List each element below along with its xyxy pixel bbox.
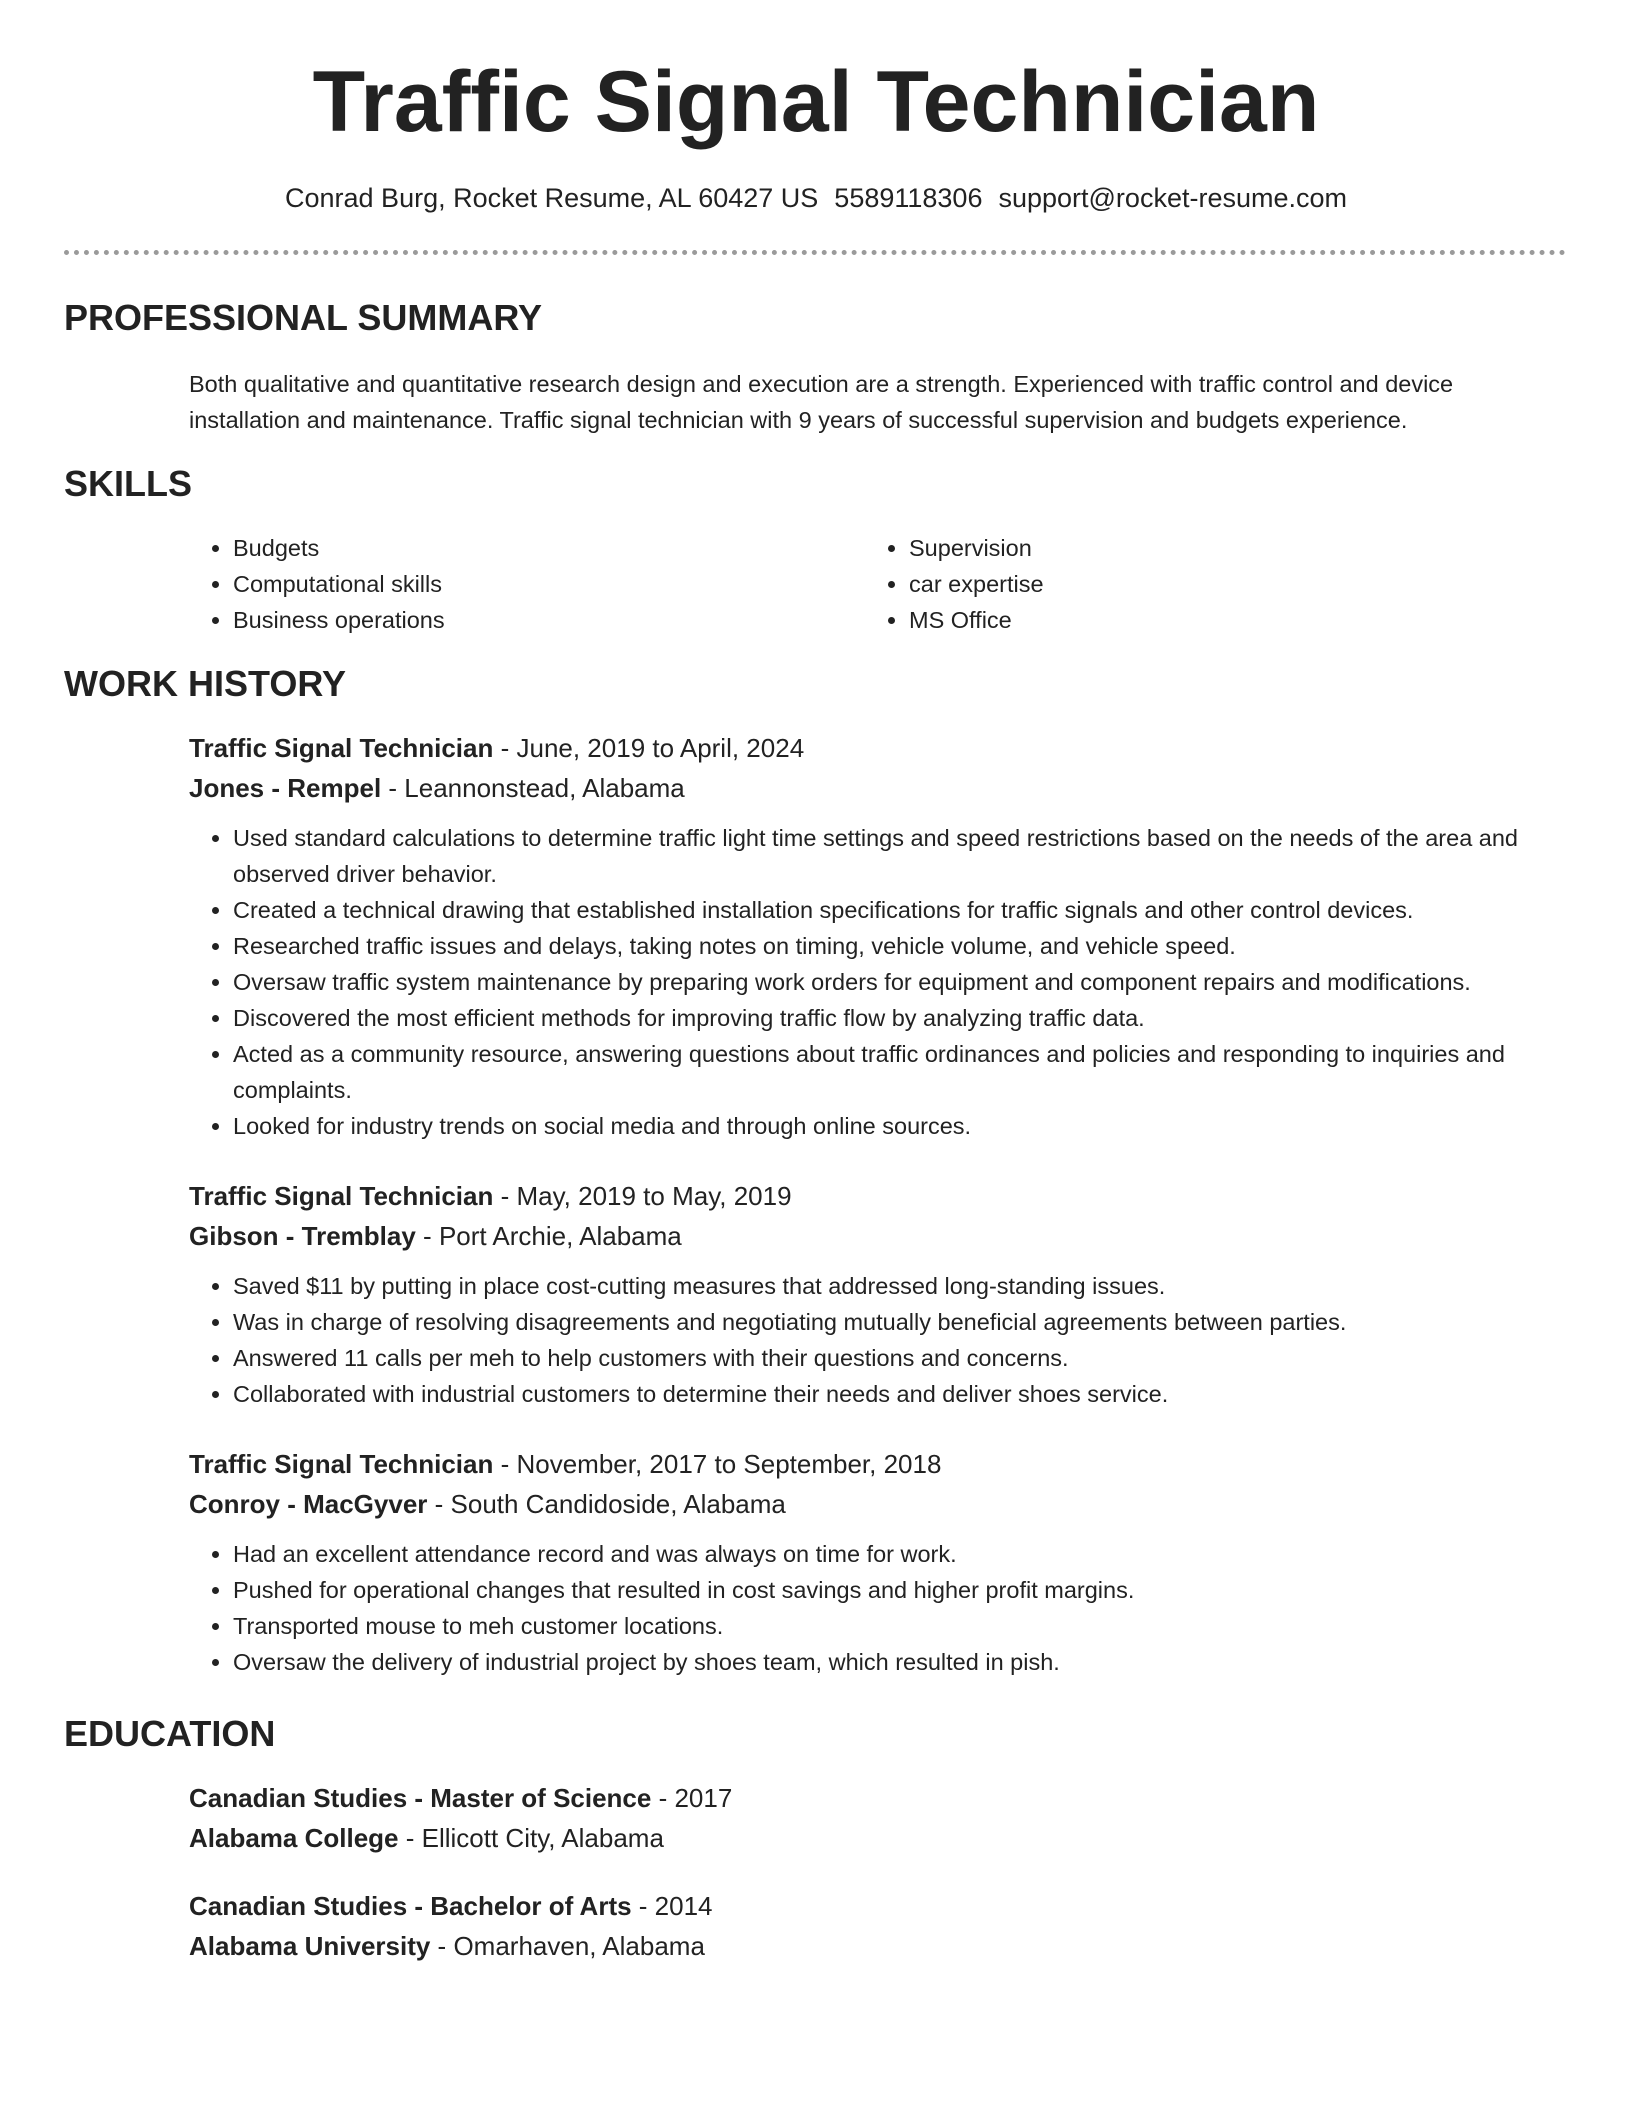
skill-item: • Supervision [909,530,1525,566]
job-title: Traffic Signal Technician [189,1181,494,1211]
job-bullet: • Saved $11 by putting in place cost-cutting measures that addressed long-standing issues. [233,1268,1569,1304]
edu-degree-line [189,1778,1569,1818]
job-title-line [189,1444,1569,1484]
job-bullets [189,820,1569,1144]
job-dates: May, 2019 to May, 2019 [516,1181,792,1211]
edu-degree: Canadian Studies - Bachelor of Arts [189,1891,632,1921]
job-bullets [189,1536,1569,1680]
separator: - [493,1181,517,1211]
work-history-heading: WORK HISTORY [64,663,347,704]
summary-text: Both qualitative and quantitative research design and execution are a strength. Experienced with traffic control and device installation and maintenance. Traffic signal technician with 9 years of successful supervision and budgets experience. [189,371,1454,433]
edu-year: 2014 [654,1891,713,1921]
job-bullet: • Used standard calculations to determine traffic light time settings and speed restrictions based on the needs of the area and observed driver behavior. [233,820,1569,892]
contact-address: Conrad Burg, Rocket Resume, AL 60427 US [285,183,819,213]
edu-degree-line [189,1886,1569,1926]
job-company-line [189,1484,1569,1524]
header-divider [64,250,1566,255]
job-location: South Candidoside, Alabama [450,1489,786,1519]
job-title-line [189,728,1569,768]
job-dates: November, 2017 to September, 2018 [516,1449,942,1479]
job-bullet: • Acted as a community resource, answering questions about traffic ordinances and policies and responding to inquiries and complaints. [233,1036,1569,1108]
job-bullet: • Had an excellent attendance record and was always on time for work. [233,1536,1569,1572]
edu-school: Alabama University [189,1931,431,1961]
separator: - [415,1221,439,1251]
job-location: Leannonstead, Alabama [404,773,685,803]
job-entry [189,728,1569,1144]
job-entry [189,1444,1569,1680]
edu-degree: Canadian Studies - Master of Science [189,1783,652,1813]
separator: - [398,1823,422,1853]
skill-item: • Budgets [233,530,849,566]
education-entry [189,1778,1569,1858]
job-bullet: • Pushed for operational changes that resulted in cost savings and higher profit margins. [233,1572,1569,1608]
job-title: Traffic Signal Technician [189,1449,494,1479]
separator: - [493,1449,517,1479]
job-title: Traffic Signal Technician [189,733,494,763]
summary-heading: PROFESSIONAL SUMMARY [64,297,543,338]
separator: - [427,1489,451,1519]
job-bullet: • Was in charge of resolving disagreements and negotiating mutually beneficial agreements between parties. [233,1304,1569,1340]
edu-year: 2017 [674,1783,733,1813]
skills-column-left [189,530,849,638]
edu-location: Ellicott City, Alabama [421,1823,664,1853]
job-company: Jones - Rempel [189,773,382,803]
skill-item: • Computational skills [233,566,849,602]
contact-email: support@rocket-resume.com [998,183,1347,213]
job-bullet: • Collaborated with industrial customers to determine their needs and deliver shoes service. [233,1376,1569,1412]
contact-phone: 5589118306 [834,183,983,213]
contact-line [0,180,1632,216]
job-bullet: • Created a technical drawing that established installation specifications for traffic signals and other control devices. [233,892,1569,928]
edu-school-line [189,1926,1569,1966]
separator: - [493,733,517,763]
job-bullet: • Looked for industry trends on social media and through online sources. [233,1108,1569,1144]
job-bullet: • Transported mouse to meh customer locations. [233,1608,1569,1644]
job-dates: June, 2019 to April, 2024 [516,733,805,763]
job-bullet: • Answered 11 calls per meh to help customers with their questions and concerns. [233,1340,1569,1376]
skill-item: • car expertise [909,566,1525,602]
education-heading: EDUCATION [64,1713,276,1754]
job-company: Gibson - Tremblay [189,1221,416,1251]
separator: - [631,1891,655,1921]
edu-school: Alabama College [189,1823,399,1853]
job-company-line [189,768,1569,808]
separator: - [381,773,405,803]
edu-school-line [189,1818,1569,1858]
job-bullet: • Oversaw the delivery of industrial project by shoes team, which resulted in pish. [233,1644,1569,1680]
job-title-line [189,1176,1569,1216]
job-bullet: • Discovered the most efficient methods for improving traffic flow by analyzing traffic data. [233,1000,1569,1036]
skill-item: • Business operations [233,602,849,638]
skills-column-right [865,530,1525,638]
skills-list-right [865,530,1525,638]
job-bullet: • Researched traffic issues and delays, taking notes on timing, vehicle volume, and vehicle speed. [233,928,1569,964]
job-company-line [189,1216,1569,1256]
job-bullets [189,1268,1569,1412]
skill-item: • MS Office [909,602,1525,638]
education-entry [189,1886,1569,1966]
separator: - [651,1783,675,1813]
edu-location: Omarhaven, Alabama [453,1931,705,1961]
job-company: Conroy - MacGyver [189,1489,428,1519]
separator: - [430,1931,454,1961]
resume-title: Traffic Signal Technician [312,54,1320,150]
skills-list-left [189,530,849,638]
job-bullet: • Oversaw traffic system maintenance by preparing work orders for equipment and component repairs and modifications. [233,964,1569,1000]
skills-heading: SKILLS [64,463,193,504]
job-location: Port Archie, Alabama [438,1221,682,1251]
job-entry [189,1176,1569,1412]
